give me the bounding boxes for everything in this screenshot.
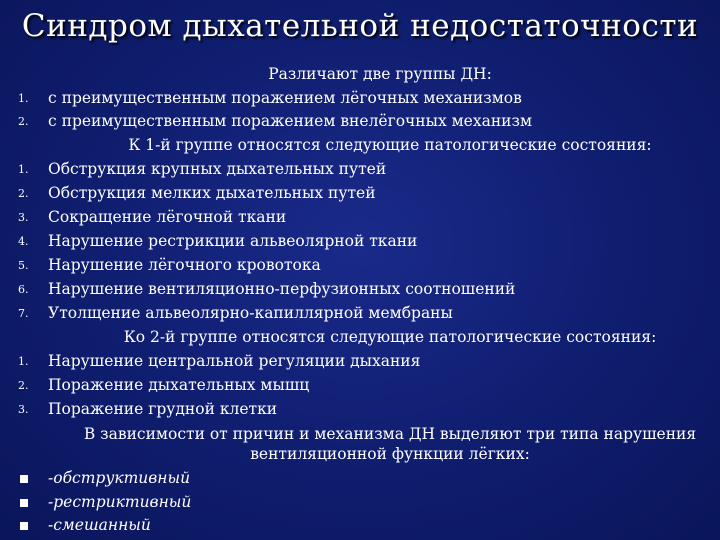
list-item <box>0 374 720 397</box>
list-item <box>0 302 720 325</box>
list-number: 2. <box>18 379 29 392</box>
list-item <box>0 230 720 253</box>
list-number: 3. <box>18 403 29 416</box>
list-number: 1. <box>18 355 29 368</box>
list-text: с преимущественным поражением внелёгочных механизм <box>48 112 533 130</box>
list-number: 1. <box>18 92 29 105</box>
list-text: Нарушение вентиляционно-перфузионных соотношений <box>48 280 516 298</box>
bullet-item <box>0 514 720 537</box>
group1-heading: К 1-й группе относятся следующие патологические состояния: <box>128 136 652 154</box>
types-heading-line <box>0 443 720 466</box>
list-number: 7. <box>18 307 29 320</box>
types-heading-cont: вентиляционной функции лёгких: <box>250 445 530 463</box>
list-text: с преимущественным поражением лёгочных механизмов <box>48 89 522 107</box>
list-text: Нарушение лёгочного кровотока <box>48 256 321 274</box>
list-text: Утолщение альвеолярно-капиллярной мембраны <box>48 304 453 322</box>
square-bullet-icon <box>20 499 28 507</box>
intro-text: Различают две группы ДН: <box>268 65 492 83</box>
list-text: Нарушение центральной регуляции дыхания <box>48 352 421 370</box>
bullet-item <box>0 491 720 514</box>
list-text: Сокращение лёгочной ткани <box>48 208 287 226</box>
group2-heading: Ко 2-й группе относятся следующие патологические состояния: <box>123 328 657 346</box>
square-bullet-icon <box>20 522 28 530</box>
list-text: Поражение дыхательных мышц <box>48 376 310 394</box>
list-number: 2. <box>18 187 29 200</box>
list-number: 5. <box>18 259 29 272</box>
list-item <box>0 278 720 301</box>
list-item <box>0 206 720 229</box>
list-number: 3. <box>18 211 29 224</box>
slide-title: Синдром дыхательной недостаточности <box>21 8 699 44</box>
list-item <box>0 182 720 205</box>
list-item <box>0 158 720 181</box>
bullet-item <box>0 467 720 490</box>
list-item <box>0 350 720 373</box>
list-text: Обструкция крупных дыхательных путей <box>48 160 387 178</box>
list-item <box>0 110 720 133</box>
group2-heading-line <box>0 326 720 349</box>
group1-heading-line <box>0 134 720 157</box>
list-number: 4. <box>18 235 29 248</box>
list-text: Поражение грудной клетки <box>48 400 278 418</box>
list-item <box>0 398 720 421</box>
types-heading: В зависимости от причин и механизма ДН выделяют три типа нарушения <box>83 425 697 443</box>
bullet-text: -смешанный <box>48 516 151 534</box>
list-number: 6. <box>18 283 29 296</box>
square-bullet-icon <box>20 475 28 483</box>
bullet-text: -рестриктивный <box>48 493 192 511</box>
list-item <box>0 254 720 277</box>
list-text: Обструкция мелких дыхательных путей <box>48 184 376 202</box>
list-number: 1. <box>18 163 29 176</box>
list-number: 2. <box>18 115 29 128</box>
intro-line <box>0 63 720 86</box>
list-item <box>0 87 720 110</box>
list-text: Нарушение рестрикции альвеолярной ткани <box>48 232 418 250</box>
bullet-text: -обструктивный <box>48 469 191 487</box>
